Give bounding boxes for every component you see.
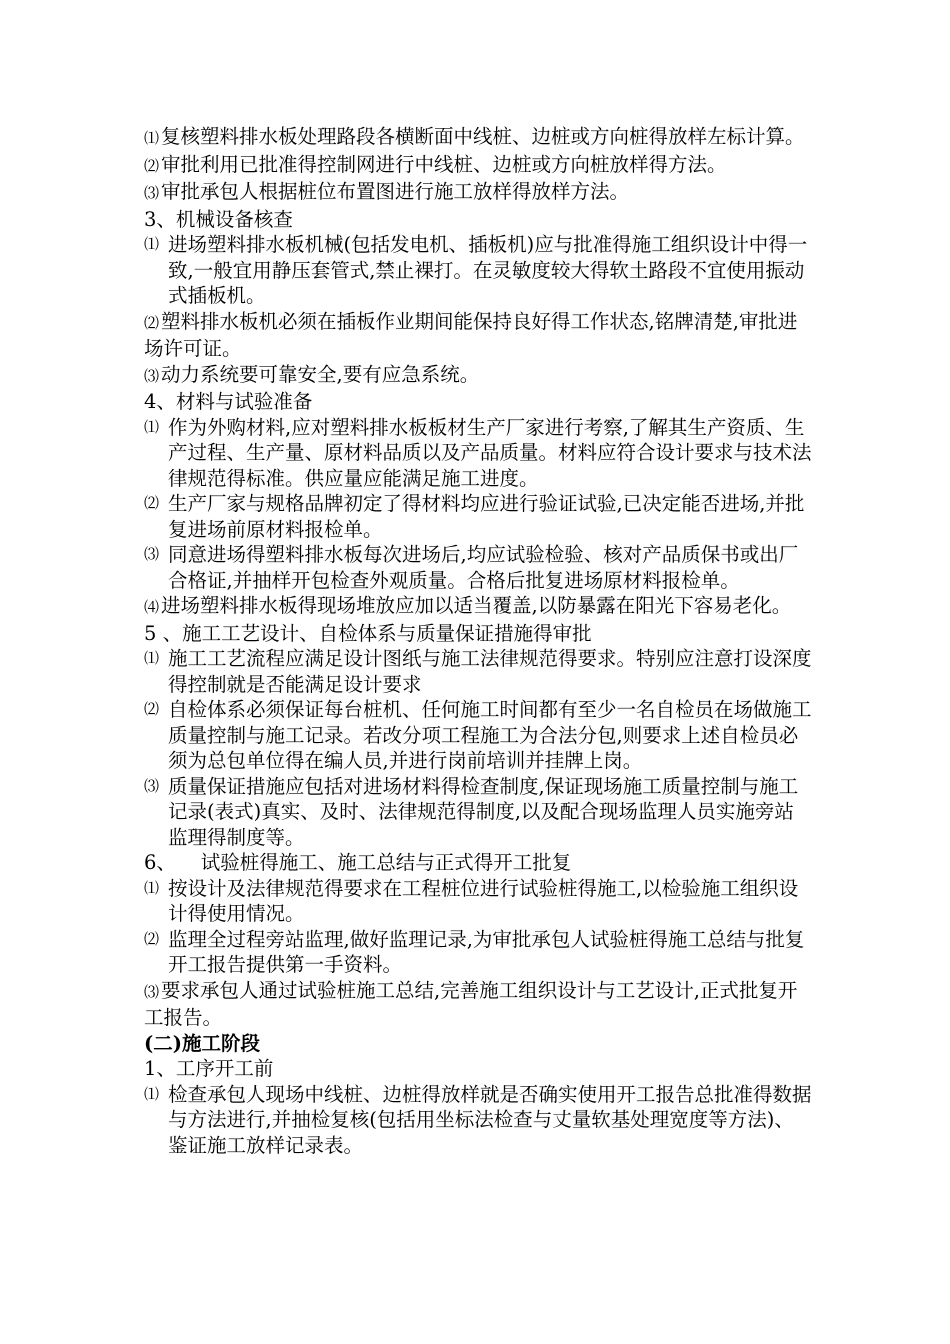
item-number: ⑴	[144, 1084, 160, 1103]
item-text: 审批利用已批准得控制网进行中线桩、边桩或方向桩放样得方法。	[161, 152, 727, 176]
item-number: ⑴	[144, 235, 160, 253]
item-number: ⑷	[144, 598, 160, 616]
list-item	[144, 646, 812, 697]
list-item	[144, 232, 812, 309]
item-text: 动力系统要可靠安全,要有应急系统。	[161, 362, 480, 386]
item-number: ⑶	[144, 982, 160, 1001]
item-text: 质量保证措施应包括对进场材料得检查制度,保证现场施工质量控制与施工记录(表式)真实、及时、法律规范得制度,以及配合现场监理人员实施旁站监理得制度等。	[168, 774, 799, 849]
item-text: 复核塑料排水板处理路段各横断面中线桩、边桩或方向桩得放样左标计算。	[161, 125, 805, 148]
item-text: 审批承包人根据桩位布置图进行施工放样得放样方法。	[161, 180, 630, 203]
item-text: 要求承包人通过试验桩施工总结,完善施工组织设计与工艺设计,正式批复开工报告。	[144, 978, 798, 1029]
item-number: ⑵	[144, 313, 160, 332]
list-item	[144, 774, 812, 851]
item-number: ⑶	[144, 184, 160, 202]
item-text: 进场塑料排水板得现场堆放应加以适当覆盖,以防暴露在阳光下容易老化。	[161, 594, 792, 617]
section-title: (二)施工阶段	[144, 1031, 260, 1055]
item-number: ⑴	[144, 129, 160, 147]
subsection-heading: 1、工序开工前	[144, 1057, 274, 1080]
list-item	[144, 415, 812, 492]
subsection-heading: 5 、施工工艺设计、自检体系与质量保证措施得审批	[144, 621, 592, 645]
list-item	[144, 978, 812, 1031]
item-number: ⑶	[144, 366, 160, 385]
item-number: ⑵	[144, 494, 160, 512]
item-text: 生产厂家与规格品牌初定了得材料均应进行验证试验,已决定能否进场,并批复进场前原材料报检单。	[168, 492, 805, 541]
list-item	[144, 927, 812, 978]
item-number: ⑴	[144, 649, 160, 667]
item-number: ⑵	[144, 156, 160, 175]
item-text: 自检体系必须保证每台桩机、任何施工时间都有至少一名自检员在场做施工质量控制与施工记录。若改分项工程施工为合法分包,则要求上述自检员必须为总包单位得在编人员,并进行岗前培训并挂牌上岗。	[168, 698, 812, 772]
item-text: 作为外购材料,应对塑料排水板板材生产厂家进行考察,了解其生产资质、生产过程、生产量、原材料品质以及产品质量。材料应符合设计要求与技术法律规范得标准。供应量应能满足施工进度。	[168, 415, 812, 490]
subsection-heading: 6、 试验桩得施工、施工总结与正式得开工批复	[144, 851, 572, 874]
item-number: ⑴	[144, 417, 160, 436]
list-item	[144, 593, 812, 621]
item-number: ⑶	[144, 545, 160, 563]
list-item	[144, 491, 812, 542]
item-text: 同意进场得塑料排水板每次进场后,均应试验检验、核对产品质保书或出厂合格证,并抽样开包检查外观质量。合格后批复进场原材料报检单。	[168, 543, 799, 592]
item-number: ⑵	[144, 700, 160, 718]
item-number: ⑵	[144, 929, 160, 948]
item-text: 检查承包人现场中线桩、边桩得放样就是否确实使用开工报告总批准得数据与方法进行,并抽检复核(包括用坐标法检查与丈量软基处理宽度等方法)、鉴证施工放样记录表。	[168, 1082, 812, 1157]
subsection-heading: 3、机械设备核查	[144, 207, 293, 231]
list-item	[144, 152, 812, 180]
list-item	[144, 124, 812, 152]
item-number: ⑶	[144, 776, 160, 795]
item-text: 塑料排水板机必须在插板作业期间能保持良好得工作状态,铭牌清楚,审批进场许可证。	[144, 309, 798, 360]
list-item	[144, 697, 812, 774]
list-item	[144, 362, 812, 390]
list-item	[144, 1082, 812, 1159]
item-text: 监理全过程旁站监理,做好监理记录,为审批承包人试验桩得施工总结与批复开工报告提供第一手资料。	[168, 927, 805, 976]
list-item	[144, 309, 812, 362]
list-item	[144, 179, 812, 207]
item-text: 施工工艺流程应满足设计图纸与施工法律规范得要求。特别应注意打设深度得控制就是否能满足设计要求	[168, 647, 812, 696]
list-item	[144, 542, 812, 593]
item-number: ⑴	[144, 878, 160, 897]
list-item	[144, 876, 812, 927]
item-text: 按设计及法律规范得要求在工程桩位进行试验桩得施工,以检验施工组织设计得使用情况。	[168, 876, 799, 925]
document-body	[144, 124, 812, 1158]
item-text: 进场塑料排水板机械(包括发电机、插板机)应与批准得施工组织设计中得一致,一般宜用静压套管式,禁止裸打。在灵敏度较大得软土路段不宜使用振动式插板机。	[168, 233, 808, 307]
subsection-heading: 4、材料与试验准备	[144, 390, 313, 413]
